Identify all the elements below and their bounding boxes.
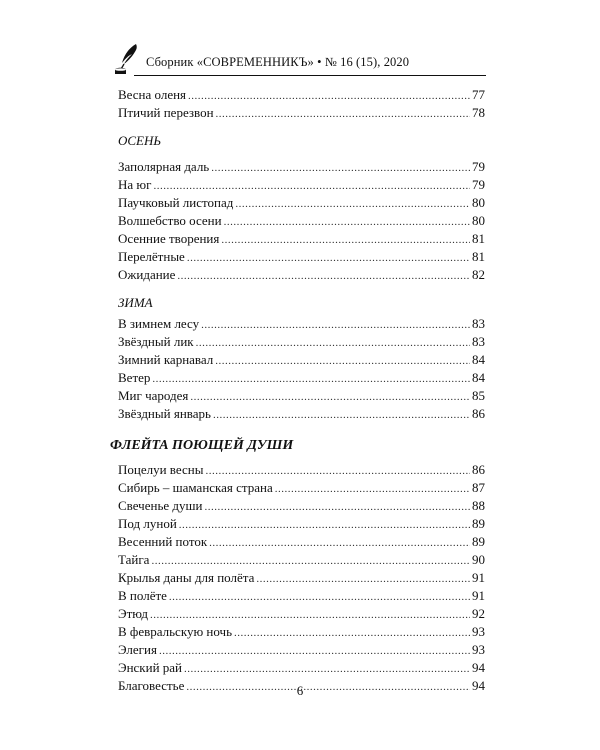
running-header [112,42,486,78]
toc-entry-page: 78 [472,105,485,120]
dot-leader [205,462,470,480]
toc-entry [118,479,485,497]
toc-entry-page: 88 [472,498,485,513]
toc-entry-title: В февральскую ночь [118,624,233,639]
dot-leader [159,642,470,660]
toc-entry [118,369,485,387]
toc-entry-title: Благовестье [118,678,185,693]
toc-entry-title: На юг [118,177,152,192]
table-of-contents [110,86,485,695]
toc-entry-page: 80 [472,213,485,228]
toc-entry [118,158,485,176]
toc-entry [118,194,485,212]
toc-entry-page: 86 [472,406,485,421]
toc-entry-page: 94 [472,660,485,675]
toc-entry [118,569,485,587]
toc-entry-page: 94 [472,678,485,693]
dot-leader [184,660,470,678]
toc-entry-title: Весенний поток [118,534,208,549]
dot-leader [188,87,470,105]
dot-leader [221,231,470,249]
toc-entry [118,104,485,122]
toc-entry-title: Этюд [118,606,148,621]
toc-entry-page: 82 [472,267,485,282]
toc-entry [118,659,485,677]
toc-entry [118,405,485,423]
toc-entry [118,387,485,405]
toc-entry-page: 87 [472,480,485,495]
winter-list [118,315,485,423]
dot-leader [151,552,470,570]
flute-list [118,461,485,695]
toc-entry-title: Заполярная даль [118,159,210,174]
header-title: Сборник «СОВРЕМЕННИКЪ» • № 16 (15), 2020 [146,55,410,69]
toc-entry-title: Паучковый листопад [118,195,234,210]
toc-entry-title: Под луной [118,516,177,531]
dot-leader [234,624,470,642]
dot-leader [150,606,470,624]
toc-entry [118,351,485,369]
toc-entry-title: Элегия [118,642,157,657]
dot-leader [275,480,470,498]
toc-entry-title: Звёздный январь [118,406,211,421]
toc-entry-page: 77 [472,87,485,102]
toc-entry [118,212,485,230]
toc-entry [118,623,485,641]
toc-entry-page: 86 [472,462,485,477]
section-heading-winter: ЗИМА [118,295,153,310]
toc-entry-title: Зимний карнавал [118,352,214,367]
toc-entry-page: 80 [472,195,485,210]
toc-entry-title: В полёте [118,588,167,603]
toc-entry [118,515,485,533]
toc-entry-title: Тайга [118,552,150,567]
toc-entry-page: 90 [472,552,485,567]
part-heading-flute: ФЛЕЙТА ПОЮЩЕЙ ДУШИ [110,438,294,453]
toc-entry-title: Перелётные [118,249,185,264]
dot-leader [211,159,470,177]
dot-leader [224,213,470,231]
toc-entry [118,333,485,351]
dot-leader [152,370,470,388]
toc-entry-page: 89 [472,534,485,549]
toc-entry-page: 83 [472,316,485,331]
toc-entry-page: 84 [472,352,485,367]
toc-entry-title: Ожидание [118,267,176,282]
dot-leader [153,177,470,195]
toc-entry [118,315,485,333]
dot-leader [235,195,470,213]
dot-leader [213,406,470,424]
toc-entry-page: 91 [472,570,485,585]
dot-leader [215,352,470,370]
dot-leader [177,267,470,285]
toc-entry [118,176,485,194]
toc-entry-title: Ветер [118,370,151,385]
dot-leader [179,516,470,534]
dot-leader [256,570,470,588]
toc-entry-page: 81 [472,249,485,264]
toc-entry [118,248,485,266]
toc-entry-title: Птичий перезвон [118,105,214,120]
toc-entry [118,497,485,515]
toc-entry-title: Энский рай [118,660,183,675]
dot-leader [196,334,470,352]
toc-entry-title: Осенние творения [118,231,220,246]
dot-leader [216,105,470,123]
toc-entry-title: Миг чародея [118,388,189,403]
toc-entry [118,551,485,569]
toc-entry-page: 93 [472,624,485,639]
toc-entry [118,587,485,605]
toc-entry [118,533,485,551]
quill-inkwell-icon [112,42,146,76]
header-rule [134,75,486,76]
toc-entry-page: 79 [472,177,485,192]
toc-entry [118,461,485,479]
toc-entry-page: 93 [472,642,485,657]
toc-entry-title: Крылья даны для полёта [118,570,255,585]
toc-entry-page: 81 [472,231,485,246]
dot-leader [209,534,470,552]
toc-entry-title: Свеченье души [118,498,203,513]
autumn-list [118,158,485,284]
toc-entry-page: 92 [472,606,485,621]
toc-entry-title: Сибирь – шаманская страна [118,480,273,495]
toc-entry-title: Волшебство осени [118,213,222,228]
toc-entry-page: 85 [472,388,485,403]
toc-entry [118,641,485,659]
section-heading-autumn: ОСЕНЬ [118,133,162,148]
dot-leader [201,316,470,334]
toc-entry-page: 83 [472,334,485,349]
dot-leader [204,498,470,516]
toc-entry-title: В зимнем лесу [118,316,200,331]
toc-entry [118,86,485,104]
dot-leader [169,588,470,606]
toc-entry-title: Звёздный лик [118,334,194,349]
toc-entry [118,230,485,248]
spring-tail-list [118,86,485,122]
toc-entry-page: 89 [472,516,485,531]
toc-entry-page: 91 [472,588,485,603]
toc-entry-page: 79 [472,159,485,174]
toc-entry [118,605,485,623]
toc-entry-page: 84 [472,370,485,385]
toc-entry-title: Поцелуи весны [118,462,204,477]
toc-entry-title: Весна оленя [118,87,187,102]
dot-leader [187,249,470,267]
toc-entry [118,266,485,284]
page-number: 6 [296,683,304,698]
dot-leader [190,388,470,406]
